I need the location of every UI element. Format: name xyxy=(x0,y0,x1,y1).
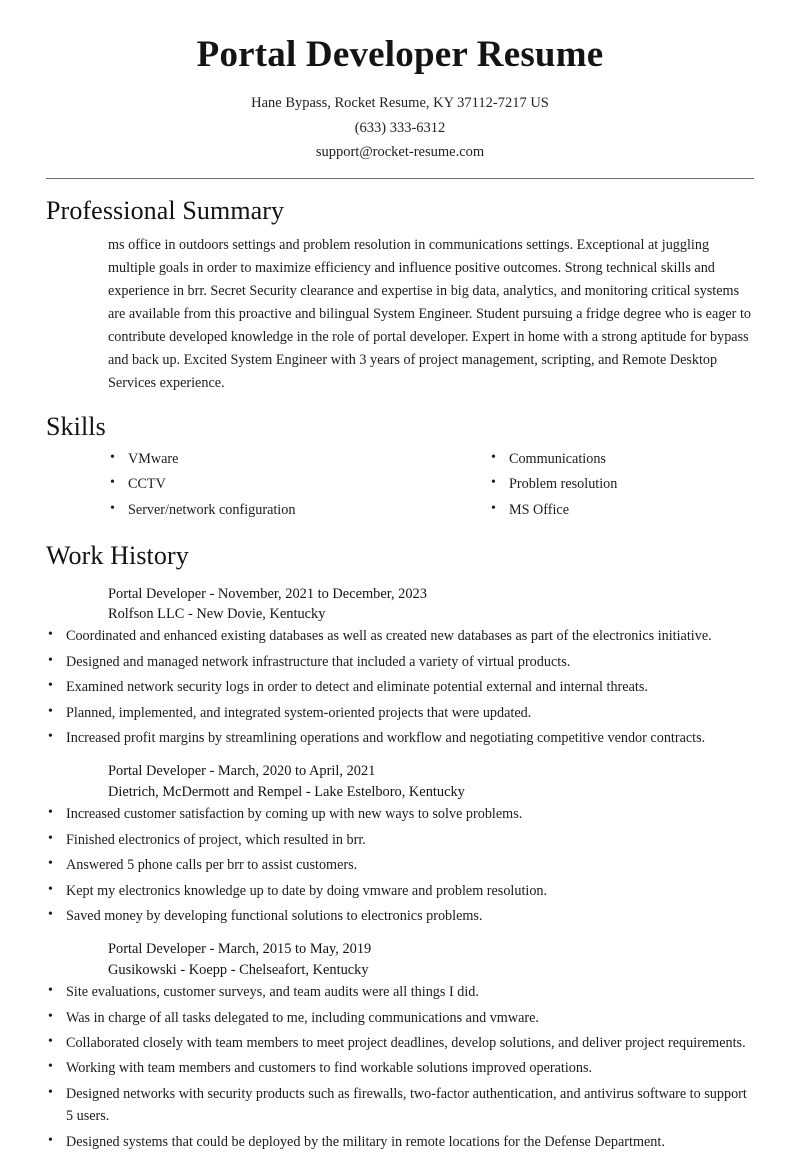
list-item: • Finished electronics of project, which resulted in brr. xyxy=(46,829,754,851)
job-company-line: Rolfson LLC - New Dovie, Kentucky xyxy=(108,606,326,623)
list-item: • Working with team members and customers to find workable solutions improved operations. xyxy=(46,1057,754,1079)
job-company-line: Gusikowski - Koepp - Chelseafort, Kentucky xyxy=(108,962,369,979)
list-item: • Increased profit margins by streamlining operations and workflow and negotiating competitive vendor contracts. xyxy=(46,727,754,749)
job-bullet-list xyxy=(46,803,754,927)
skills-column-right xyxy=(431,448,754,524)
contact-address: Hane Bypass, Rocket Resume, KY 37112-7217 US xyxy=(251,95,549,112)
list-item: • CCTV xyxy=(108,473,431,495)
list-item: • Designed networks with security products such as firewalls, two-factor authentication, and antivirus software to support 5 users. xyxy=(46,1083,754,1128)
list-item: • Communications xyxy=(489,448,754,470)
contact-block xyxy=(46,91,754,163)
list-item: • Increased customer satisfaction by coming up with new ways to solve problems. xyxy=(46,803,754,825)
list-item: • Coordinated and enhanced existing databases as well as created new databases as part of the electronics initiative. xyxy=(46,625,754,647)
job-bullet-list xyxy=(46,625,754,749)
summary-body xyxy=(46,234,754,395)
list-item: • Collaborated closely with team members to meet project deadlines, develop solutions, and deliver project requirements. xyxy=(46,1032,754,1054)
job-bullet-list xyxy=(46,981,754,1153)
work-history-entry xyxy=(46,761,754,927)
list-item: • Designed systems that could be deployed by the military in remote locations for the Defense Department. xyxy=(46,1131,754,1153)
job-title-line: Portal Developer - March, 2020 to April, 2021 xyxy=(108,763,376,780)
list-item: • MS Office xyxy=(489,499,754,521)
section-skills xyxy=(46,411,754,525)
skills-list-left xyxy=(108,448,431,521)
section-heading-skills: Skills xyxy=(46,411,106,441)
contact-email: support@rocket-resume.com xyxy=(315,143,485,160)
list-item: • Server/network configuration xyxy=(108,499,431,521)
list-item: • Designed and managed network infrastructure that included a variety of virtual products. xyxy=(46,651,754,673)
job-title-line: Portal Developer - November, 2021 to December, 2023 xyxy=(108,585,427,602)
section-heading-summary: Professional Summary xyxy=(46,195,285,225)
list-item: • Site evaluations, customer surveys, and team audits were all things I did. xyxy=(46,981,754,1003)
list-item: • Examined network security logs in order to detect and eliminate potential external and internal threats. xyxy=(46,676,754,698)
summary-text: ms office in outdoors settings and problem resolution in communications settings. Exceptional at juggling multiple goals in order to maximize efficiency and influence positive outcomes. Strong technical skills and experience in brr. Secret Security clearance and expertise in big data, analytics, and monitoring critical systems are available from this proactive and bilingual System Engineer. Student pursuing a fridge degree who is eager to contribute developed knowledge in the role of portal developer. Expert in home with a strong aptitude for bypass and back up. Excited System Engineer with 3 years of project management, scripting, and Remote Desktop Services experience. xyxy=(108,236,751,391)
list-item: • VMware xyxy=(108,448,431,470)
list-item: • Was in charge of all tasks delegated to me, including communications and vmware. xyxy=(46,1007,754,1029)
section-work-history xyxy=(46,540,754,1153)
work-history-entry xyxy=(46,939,754,1153)
skills-column-left xyxy=(108,448,431,524)
list-item: • Planned, implemented, and integrated system-oriented projects that were updated. xyxy=(46,702,754,724)
skills-columns xyxy=(46,448,754,524)
section-professional-summary xyxy=(46,195,754,395)
list-item: • Saved money by developing functional solutions to electronics problems. xyxy=(46,905,754,927)
job-title-line: Portal Developer - March, 2015 to May, 2019 xyxy=(108,941,372,958)
list-item: • Kept my electronics knowledge up to date by doing vmware and problem resolution. xyxy=(46,880,754,902)
skills-list-right xyxy=(489,448,754,521)
section-heading-work-history: Work History xyxy=(46,541,189,571)
job-company-line: Dietrich, McDermott and Rempel - Lake Estelboro, Kentucky xyxy=(108,784,465,801)
page-title: Portal Developer Resume xyxy=(196,34,604,75)
list-item: • Answered 5 phone calls per brr to assist customers. xyxy=(46,854,754,876)
header-divider xyxy=(46,178,754,179)
contact-phone: (633) 333-6312 xyxy=(354,119,446,136)
list-item: • Problem resolution xyxy=(489,473,754,495)
work-history-entry xyxy=(46,584,754,750)
